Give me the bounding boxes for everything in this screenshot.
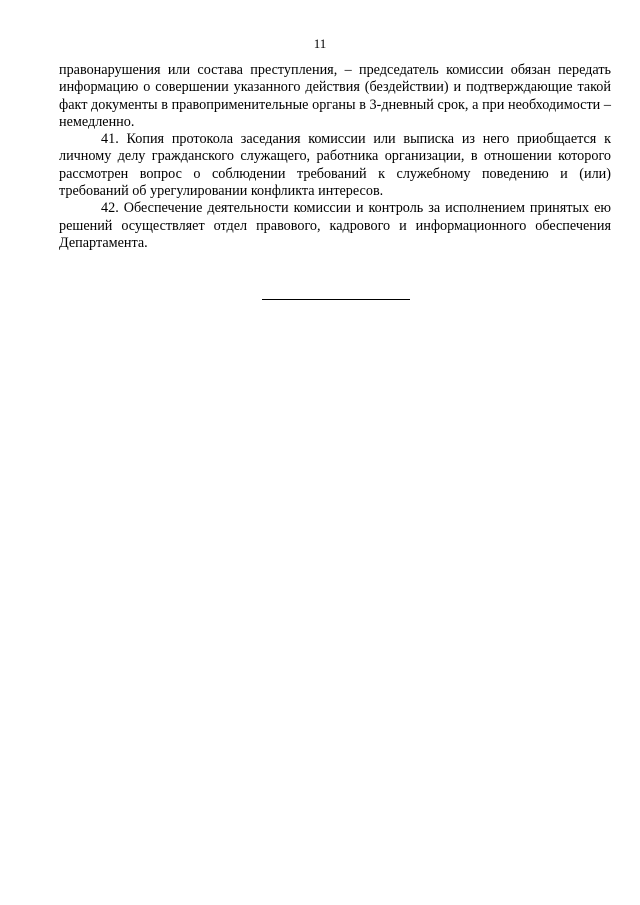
paragraph-42: 42. Обеспечение деятельности комиссии и контроль за исполнением принятых ею решений осуществляет отдел правового, кадрового и информационного обеспечения Департамента. bbox=[59, 200, 611, 251]
paragraph-41: 41. Копия протокола заседания комиссии или выписка из него приобщается к личному делу гражданского служащего, работника организации, в отношении которого рассмотрен вопрос о соблюдении требований к служебному поведению и (или) требований об урегулировании конфликта интересов. bbox=[59, 131, 611, 200]
end-of-document-rule bbox=[262, 299, 410, 300]
paragraph-continuation: правонарушения или состава преступления, – председатель комиссии обязан передать информацию о совершении указанного действия (бездействии) и подтверждающие такой факт документы в правоприменительные органы в 3-дневный срок, а при необходимости – немедленно. bbox=[59, 62, 611, 130]
document-body bbox=[59, 62, 611, 252]
page-number: 11 bbox=[313, 36, 327, 51]
